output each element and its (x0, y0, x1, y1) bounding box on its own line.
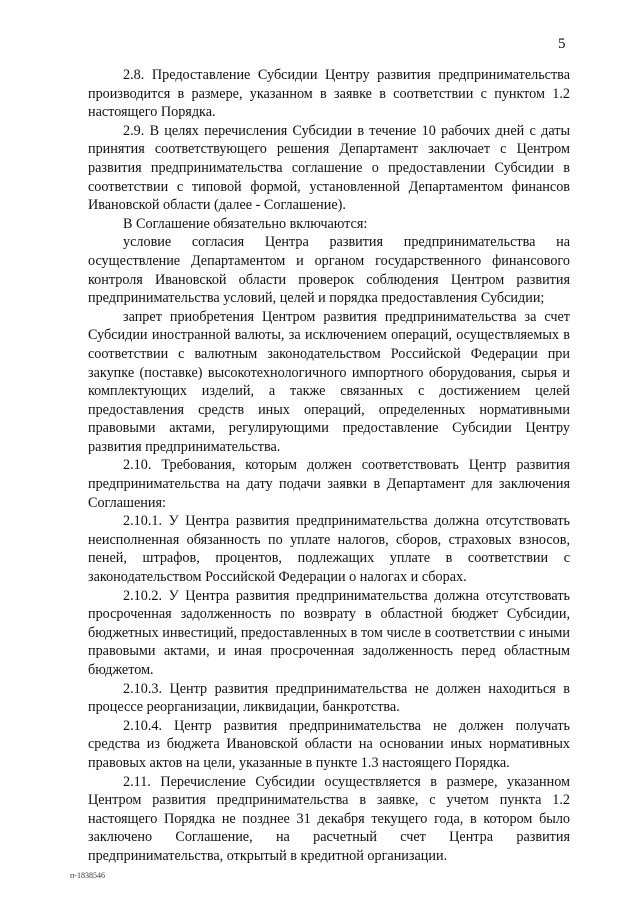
paragraph-agreement-intro: В Соглашение обязательно включаются: (123, 215, 368, 232)
paragraph-currency-ban: запрет приобретения Центром развития предпринимательства за счет Субсидии иностранной валюты, за исключением операций, осуществляемых в соответствии с валютным законодательством Российской Федерации при закупке (поставке) высокотехнологичного импортного оборудования, сырья и комплектующих изделий, а также связанных с достижением целей предоставления средств иных операций, определенных нормативными правовыми актами, регулирующими предоставление Субсидии Центру развития предпринимательства. (88, 308, 570, 455)
paragraph-2-8: 2.8. Предоставление Субсидии Центру развития предпринимательства производится в размере, указанном в заявке в соответствии с пунктом 1.2 настоящего Порядка. (88, 67, 570, 121)
page-number: 5 (558, 36, 566, 52)
document-body (88, 66, 570, 866)
document-code: п-1838546 (70, 871, 105, 880)
paragraph-2-10-2: 2.10.2. У Центра развития предпринимательства должна отсутствовать просроченная задолженность по возврату в областной бюджет Субсидии, бюджетных инвестиций, предоставленных в том числе в соответствии с иными правовыми актами, и иная просроченная задолженность перед областным бюджетом. (88, 587, 570, 678)
paragraph-2-10: 2.10. Требования, которым должен соответствовать Центр развития предпринимательства на дату подачи заявки в Департамент для заключения Соглашения: (88, 457, 570, 511)
paragraph-2-9: 2.9. В целях перечисления Субсидии в течение 10 рабочих дней с даты принятия соответствующего решения Департамент заключает с Центром развития предпринимательства соглашение о предоставлении Субсидии в соответствии с типовой формой, установленной Департаментом финансов Ивановской области (далее - Соглашение). (88, 122, 570, 214)
paragraph-2-10-4: 2.10.4. Центр развития предпринимательства не должен получать средства из бюджета Ивановской области на основании иных нормативных правовых актов на цели, указанные в пункте 1.3 настоящего Порядка. (88, 717, 570, 771)
paragraph-2-11: 2.11. Перечисление Субсидии осуществляется в размере, указанном Центром развития предпринимательства в заявке, с учетом пункта 1.2 настоящего Порядка не позднее 31 декабря текущего года, в котором было заключено Соглашение, на расчетный счет Центра развития предпринимательства, открытый в кредитной организации. (88, 773, 570, 864)
paragraph-2-10-3: 2.10.3. Центр развития предпринимательства не должен находиться в процессе реорганизации, ликвидации, банкротства. (88, 680, 570, 716)
paragraph-consent-condition: условие согласия Центра развития предпринимательства на осуществление Департаментом и органом государственного финансового контроля Ивановской области проверок соблюдения Центром развития предпринимательства условий, целей и порядка предоставления Субсидии; (88, 234, 570, 307)
paragraph-2-10-1: 2.10.1. У Центра развития предпринимательства должна отсутствовать неисполненная обязанность по уплате налогов, сборов, страховых взносов, пеней, штрафов, процентов, подлежащих уплате в соответствии с законодательством Российской Федерации о налогах и сборах. (88, 513, 570, 586)
